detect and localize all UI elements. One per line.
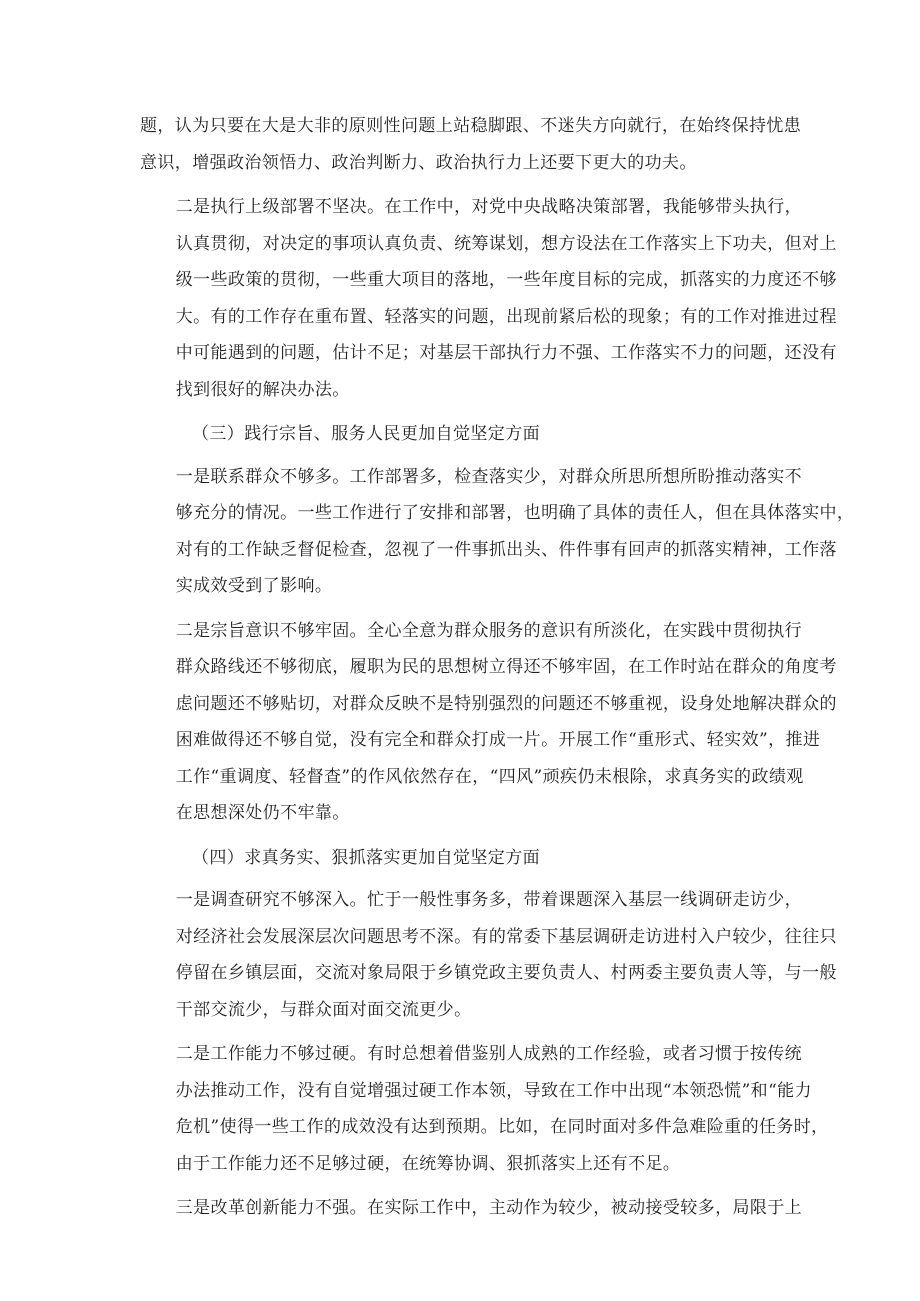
text-line: 实成效受到了影响。 bbox=[175, 576, 333, 596]
text-line: （三）践行宗旨、服务人民更加自觉坚定方面 bbox=[192, 424, 540, 444]
text-line: 认真贯彻，对决定的事项认真负责、统筹谋划，想方设法在工作落实上下功夫，但对上 bbox=[175, 233, 837, 254]
text-line: 一是联系群众不够多。工作部署多，检查落实少，对群众所思所想所盼推动落实不 bbox=[175, 466, 803, 487]
text-line: 题，认为只要在大是大非的原则性问题上站稳脚跟、不迷失方向就行，在始终保持忧患 bbox=[140, 116, 802, 136]
text-line: 意识，增强政治领悟力、政治判断力、政治执行力上还要下更大的功夫。 bbox=[140, 152, 697, 173]
body-paragraph bbox=[140, 459, 855, 605]
text-line: 对经济社会发展深层次问题思考不深。有的常委下基层调研走访进村入户较少，往往只 bbox=[175, 926, 837, 947]
text-line: （四）求真务实、狠抓落实更加自觉坚定方面 bbox=[192, 847, 540, 868]
text-line: 虑问题还不够贴切，对群众反映不是特别强烈的问题还不够重视，设身处地解决群众的 bbox=[175, 693, 837, 714]
text-line: 停留在乡镇层面，交流对象局限于乡镇党政主要负责人、村两委主要负责人等，与一般 bbox=[175, 963, 837, 983]
text-line: 找到很好的解决办法。 bbox=[175, 379, 350, 400]
text-line: 中可能遇到的问题，估计不足；对基层干部执行力不强、工作落实不力的问题，还没有 bbox=[175, 343, 837, 363]
body-paragraph bbox=[140, 882, 837, 1028]
text-line: 二是工作能力不够过硬。有时总想着借鉴别人成熟的工作经验，或者习惯于按传统 bbox=[175, 1044, 803, 1064]
text-line: 二是宗旨意识不够牢固。全心全意为群众服务的意识有所淡化，在实践中贯彻执行 bbox=[175, 620, 803, 641]
text-line: 够充分的情况。一些工作进行了安排和部署，也明确了具体的责任人，但在具体落实中， bbox=[175, 503, 855, 523]
section-heading bbox=[140, 840, 790, 877]
text-line: 干部交流少，与群众面对面交流更少。 bbox=[175, 999, 472, 1020]
text-line: 工作“重调度、轻督查”的作风依然存在，“四风”顽疾仍未根除，求真务实的政绩观 bbox=[175, 766, 804, 787]
text-line: 大。有的工作存在重布置、轻落实的问题，出现前紧后松的现象；有的工作对推进过程 bbox=[175, 306, 837, 327]
text-line: 三是改革创新能力不强。在实际工作中，主动作为较少，被动接受较多，局限于上 bbox=[175, 1198, 803, 1218]
text-line: 在思想深处仍不牢靠。 bbox=[175, 803, 350, 823]
text-line: 级一些政策的贯彻，一些重大项目的落地，一些年度目标的完成，抓落实的力度还不够 bbox=[175, 270, 837, 290]
body-paragraph bbox=[140, 108, 802, 181]
text-line: 由于工作能力还不足够过硬，在统筹协调、狠抓落实上还有不足。 bbox=[175, 1153, 681, 1174]
body-paragraph bbox=[140, 189, 837, 408]
text-line: 危机”使得一些工作的成效没有达到预期。比如，在同时面对多件急难险重的任务时， bbox=[175, 1117, 829, 1137]
text-line: 对有的工作缺乏督促检查，忽视了一件事抓出头、件件事有回声的抓落实精神，工作落 bbox=[175, 539, 837, 560]
body-paragraph bbox=[140, 1036, 829, 1182]
text-line: 群众路线还不够彻底，履职为民的思想树立得还不够牢固，在工作时站在群众的角度考 bbox=[175, 657, 837, 677]
text-line: 困难做得还不够自觉，没有完全和群众打成一片。开展工作“重形式、轻实效”，推进 bbox=[175, 730, 821, 750]
section-heading bbox=[140, 416, 790, 453]
body-paragraph bbox=[140, 1190, 803, 1227]
body-paragraph bbox=[140, 613, 837, 832]
text-line: 二是执行上级部署不坚决。在工作中，对党中央战略决策部署，我能够带头执行， bbox=[175, 197, 803, 217]
document-body bbox=[140, 108, 855, 1235]
text-line: 一是调查研究不够深入。忙于一般性事务多，带着课题深入基层一线调研走访少， bbox=[175, 890, 803, 910]
text-line: 办法推动工作，没有自觉增强过硬工作本领，导致在工作中出现“本领恐慌”和“能力 bbox=[175, 1080, 812, 1101]
